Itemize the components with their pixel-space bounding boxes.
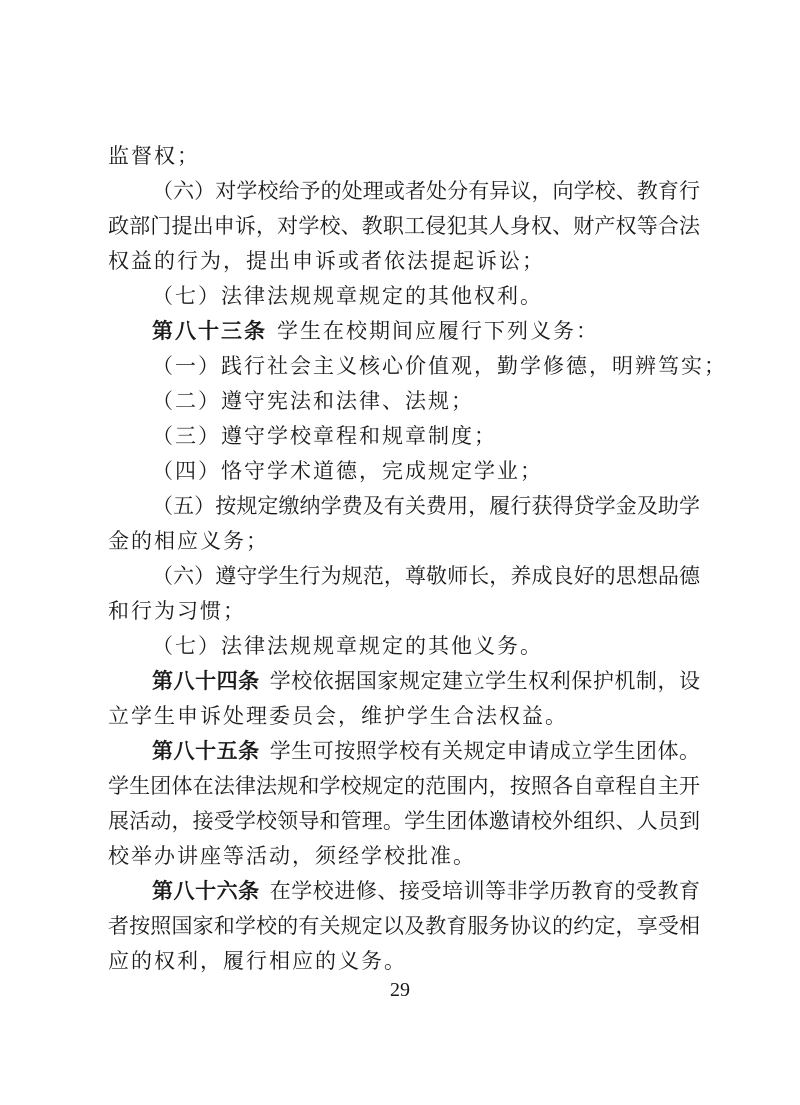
text-line: 金的相应义务； [108, 529, 269, 553]
text-line: （六）对学校给予的处理或者处分有异议，向学校、教育行 [152, 179, 700, 203]
article-line: 第八十三条 学生在校期间应履行下列义务： [152, 319, 599, 343]
text-line: （五）按规定缴纳学费及有关费用，履行获得贷学金及助学 [152, 494, 700, 518]
article-line: 第八十四条 学校依据国家规定建立学生权利保护机制，设 [152, 669, 701, 693]
text-line: （一）践行社会主义核心价值观，勤学修德，明辨笃实； [152, 354, 727, 378]
text-line: （三）遵守学校章程和规章制度； [152, 424, 497, 448]
text-line: （四）恪守学术道德，完成规定学业； [152, 459, 543, 483]
article-line: 第八十五条 学生可按照学校有关规定申请成立学生团体。 [152, 739, 701, 763]
text-line: 权益的行为，提出申诉或者依法提起诉讼； [108, 249, 545, 273]
text-line: （六）遵守学生行为规范，尊敬师长，养成良好的思想品德 [152, 564, 700, 588]
article-heading: 第八十三条 [152, 319, 267, 343]
article-heading: 第八十五条 [152, 739, 260, 763]
text-line: 和行为习惯； [108, 599, 246, 623]
text-line: （七）法律法规规章规定的其他权利。 [152, 284, 543, 308]
text-line: 学生团体在法律法规和学校规定的范围内，按照各自章程自主开 [108, 774, 700, 798]
text-line: （七）法律法规规章规定的其他义务。 [152, 634, 543, 658]
text-line: 政部门提出申诉，对学校、教职工侵犯其人身权、财产权等合法 [108, 214, 700, 238]
text-line: 展活动，接受学校领导和管理。学生团体邀请校外组织、人员到 [108, 809, 700, 833]
page-number: 29 [390, 979, 410, 1001]
text-line: 监督权； [108, 144, 200, 168]
text-line: 应的权利，履行相应的义务。 [108, 949, 407, 973]
article-heading: 第八十六条 [152, 879, 260, 903]
text-line: （二）遵守宪法和法律、法规； [152, 389, 474, 413]
text-line: 校举办讲座等活动，须经学校批准。 [108, 844, 476, 868]
text-line: 立学生申诉处理委员会，维护学生合法权益。 [108, 704, 568, 728]
article-line: 第八十六条 在学校进修、接受培训等非学历教育的受教育 [152, 879, 701, 903]
article-heading: 第八十四条 [152, 669, 260, 693]
text-line: 者按照国家和学校的有关规定以及教育服务协议的约定，享受相 [108, 914, 700, 938]
